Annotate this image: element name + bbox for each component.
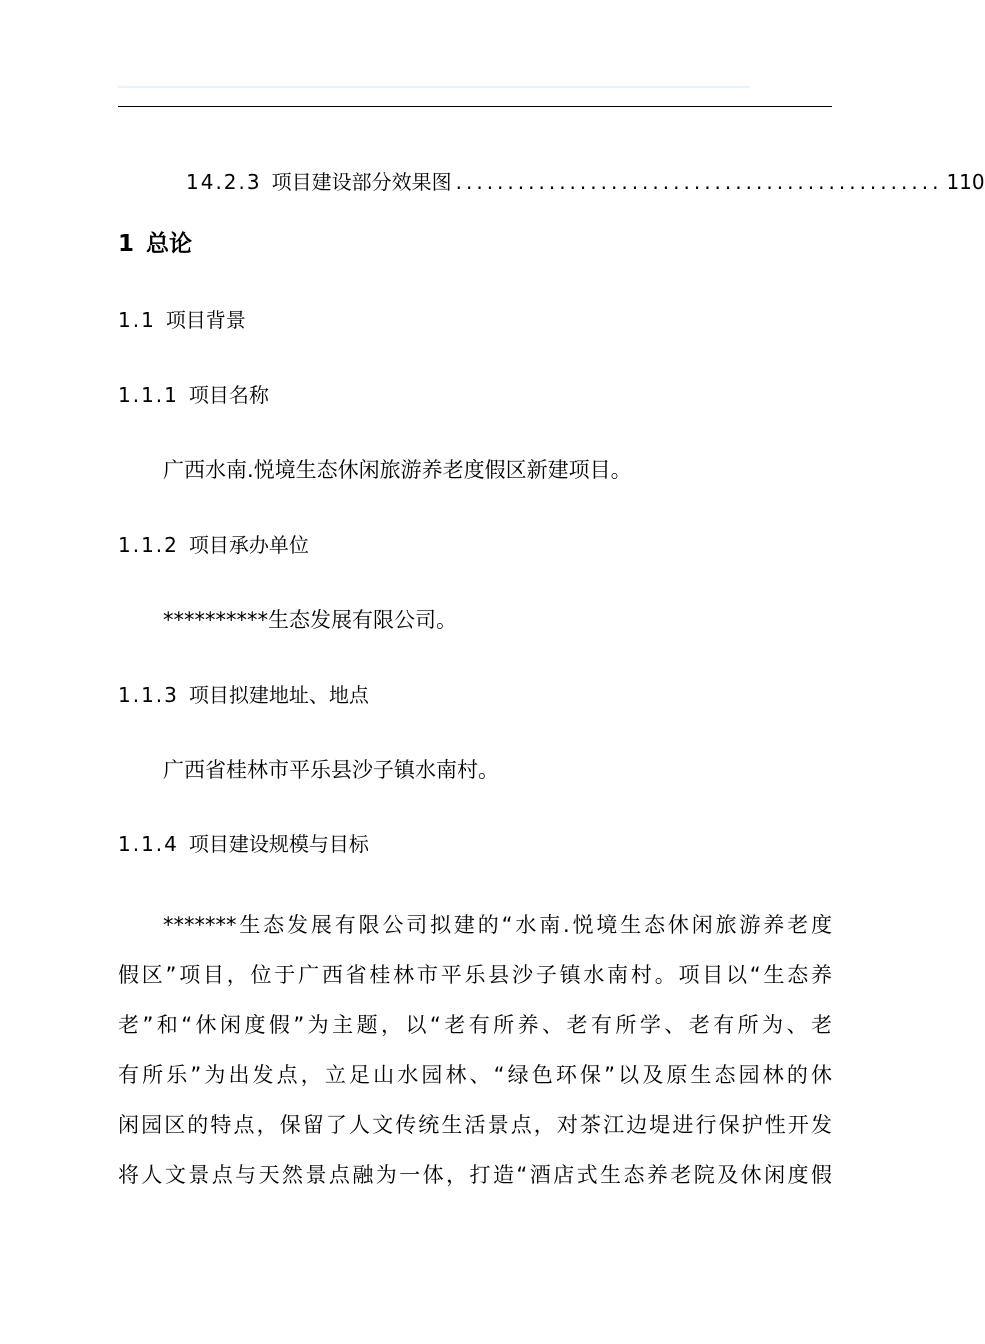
toc-entry-page-number: 110 bbox=[946, 170, 985, 194]
header-faint-line bbox=[118, 86, 750, 88]
subsection-title: 项目名称 bbox=[188, 383, 269, 407]
paragraph-line: 闲园区的特点，保留了人文传统生活景点，对茶江边堤进行保护性开发 bbox=[118, 1113, 832, 1137]
subsection-heading-scale-goals bbox=[118, 830, 369, 858]
subsection-number: 1.1.1 bbox=[118, 383, 179, 407]
subsection-heading-organizer bbox=[118, 531, 309, 559]
organizer-text: **********生态发展有限公司。 bbox=[163, 608, 457, 632]
project-name-text: 广西水南.悦境生态休闲旅游养老度假区新建项目。 bbox=[163, 458, 632, 482]
subsection-title: 项目承办单位 bbox=[188, 533, 309, 557]
toc-entry-number: 14.2.3 bbox=[186, 170, 262, 194]
paragraph-line: 假区”项目，位于广西省桂林市平乐县沙子镇水南村。项目以“生态养 bbox=[118, 963, 832, 987]
scale-goals-paragraph bbox=[118, 900, 832, 1200]
subsection-number: 1.1.2 bbox=[118, 533, 179, 557]
paragraph-line: 将人文景点与天然景点融为一体，打造“酒店式生态养老院及休闲度假 bbox=[118, 1163, 832, 1187]
paragraph-line: 老”和“休闲度假”为主题，以“老有所养、老有所学、老有所为、老 bbox=[118, 1013, 832, 1037]
toc-entry[interactable] bbox=[186, 169, 985, 195]
section-title: 项目背景 bbox=[165, 308, 246, 332]
subsection-heading-project-name bbox=[118, 381, 269, 409]
subsection-heading-location bbox=[118, 681, 369, 709]
paragraph-line: *******生态发展有限公司拟建的“水南.悦境生态休闲旅游养老度 bbox=[163, 913, 832, 937]
subsection-number: 1.1.4 bbox=[118, 832, 179, 856]
chapter-number: 1 bbox=[118, 231, 135, 257]
paragraph-line: 有所乐”为出发点，立足山水园林、“绿色环保”以及原生态园林的休 bbox=[118, 1063, 832, 1087]
subsection-title: 项目建设规模与目标 bbox=[188, 832, 369, 856]
section-heading bbox=[118, 306, 246, 334]
location-text: 广西省桂林市平乐县沙子镇水南村。 bbox=[163, 758, 499, 782]
subsection-number: 1.1.3 bbox=[118, 683, 179, 707]
toc-entry-title: 项目建设部分效果图 bbox=[271, 170, 452, 194]
toc-entry-leader-dots: ............................................... bbox=[455, 170, 943, 194]
section-number: 1.1 bbox=[118, 308, 156, 332]
header-rule bbox=[118, 106, 832, 107]
subsection-title: 项目拟建地址、地点 bbox=[188, 683, 369, 707]
chapter-title: 总论 bbox=[146, 231, 193, 257]
chapter-heading bbox=[118, 228, 192, 260]
